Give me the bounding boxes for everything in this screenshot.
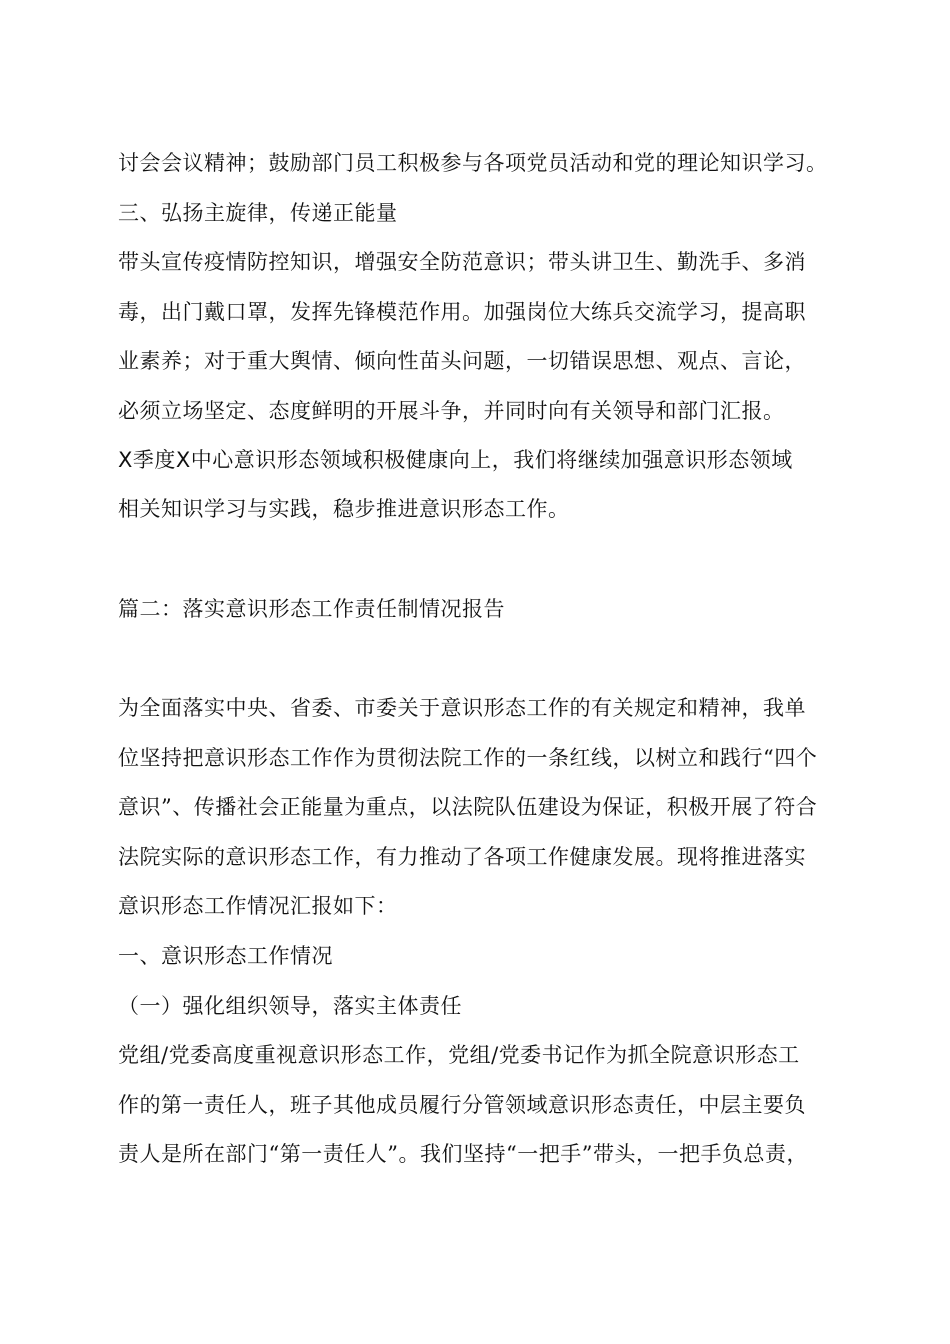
paragraph-line: 讨会会议精神；鼓励部门员工积极参与各项党员活动和党的理论知识学习。 xyxy=(118,151,828,175)
paragraph-line: 相关知识学习与实践，稳步推进意识形态工作。 xyxy=(118,497,570,521)
paragraph-line: 必须立场坚定、态度鲜明的开展斗争，并同时向有关领导和部门汇报。 xyxy=(118,399,785,423)
paragraph-line: 作的第一责任人，班子其他成员履行分管领域意识形态责任，中层主要负 xyxy=(118,1093,806,1117)
paragraph-line: 为全面落实中央、省委、市委关于意识形态工作的有关规定和精神，我单 xyxy=(118,696,806,720)
article-title: 篇二：落实意识形态工作责任制情况报告 xyxy=(118,597,505,621)
subsection-heading: （一）强化组织领导，落实主体责任 xyxy=(118,994,462,1018)
paragraph-line: 业素养；对于重大舆情、倾向性苗头问题，一切错误思想、观点、言论， xyxy=(118,349,806,373)
paragraph-line: 毒，出门戴口罩，发挥先锋模范作用。加强岗位大练兵交流学习，提高职 xyxy=(118,300,806,324)
paragraph-line: 位坚持把意识形态工作作为贯彻法院工作的一条红线，以树立和践行“四个 xyxy=(118,746,818,770)
section-heading: 一、意识形态工作情况 xyxy=(118,944,333,968)
section-heading: 三、弘扬主旋律，传递正能量 xyxy=(118,201,398,225)
paragraph-line: 法院实际的意识形态工作，有力推动了各项工作健康发展。现将推进落实 xyxy=(118,845,806,869)
paragraph-line: 带头宣传疫情防控知识，增强安全防范意识；带头讲卫生、勤洗手、多消 xyxy=(118,250,806,274)
paragraph-line: X季度X中心意识形态领域积极健康向上，我们将继续加强意识形态领域 xyxy=(118,448,793,472)
paragraph-line: 责人是所在部门“第一责任人”。我们坚持“一把手”带头，一把手负总责， xyxy=(118,1142,808,1166)
paragraph-line: 党组/党委高度重视意识形态工作，党组/党委书记作为抓全院意识形态工 xyxy=(118,1043,800,1067)
paragraph-line: 意识形态工作情况汇报如下： xyxy=(118,894,398,918)
paragraph-line: 意识”、传播社会正能量为重点，以法院队伍建设为保证，积极开展了符合 xyxy=(118,795,818,819)
